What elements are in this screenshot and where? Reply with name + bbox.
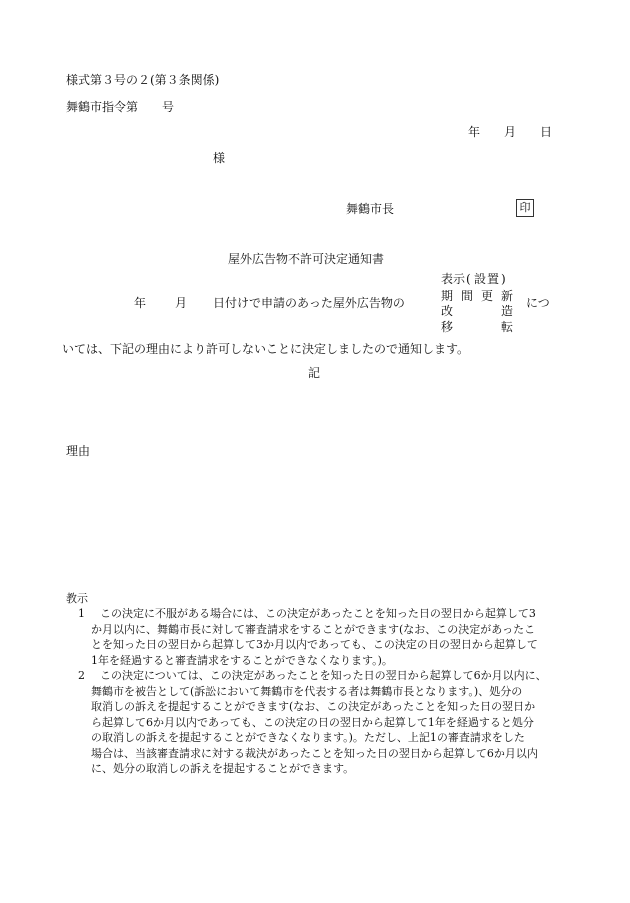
grid-char: 表 [441, 272, 454, 286]
grid-char: 期 [441, 289, 454, 303]
recipient-suffix: 様 [213, 151, 226, 165]
instruction-line: に、処分の取消しの訴えを提起することができます。 [91, 762, 355, 775]
grid-char: 設 [474, 272, 487, 286]
instruction-line: 場合は、当該審査請求に対する裁決があったことを知った日の翌日から起算して6か月以内 [91, 746, 538, 760]
instruction-line: 1年を経過すると審査請求をすることができなくなります。)。 [91, 653, 393, 667]
instruction-line: この決定については、この決定があったことを知った日の翌日から起算して6か月以内に、 [100, 669, 547, 682]
instruction-line: この決定に不服がある場合には、この決定があったことを知った日の翌日から起算して3 [100, 607, 536, 620]
directive-number: 舞鶴市指令第 号 [66, 100, 175, 114]
document-title: 屋外広告物不許可決定通知書 [228, 252, 385, 266]
ki-marker: 記 [308, 366, 321, 380]
instruction-line: の取消しの訴えを提起することができなくなります。)。ただし、上記1の審査請求をした [91, 731, 525, 744]
body-suffix: につ [526, 296, 550, 310]
issue-date: 年 月 日 [468, 125, 553, 139]
grid-char: 造 [501, 304, 514, 318]
grid-char: 新 [501, 289, 514, 303]
form-number: 様式第３号の２(第３条関係) [66, 73, 220, 87]
instruction-line: か月以内に、舞鶴市長に対して審査請求をすることができます(なお、この決定があったこ [91, 622, 536, 636]
issuer-name: 舞鶴市長 [346, 202, 395, 216]
body-line-2: いては、下記の理由により許可しないことに決定しましたので通知します。 [62, 342, 470, 356]
grid-char: 転 [501, 320, 514, 334]
instruction-item-1-number: 1 [78, 607, 85, 620]
grid-char: 間 [461, 289, 474, 303]
body-month: 月 [175, 296, 188, 310]
instruction-line: 舞鶴市を被告として(訴訟において舞鶴市を代表する者は舞鶴市長となります。)、処分の [91, 684, 523, 698]
instruction-item-1 [91, 606, 538, 668]
instruction-heading: 教示 [66, 592, 88, 605]
instruction-item-2 [91, 668, 547, 777]
instruction-item-2-number: 2 [78, 669, 85, 682]
reason-label: 理由 [66, 444, 91, 458]
grid-char: ) [501, 272, 506, 286]
grid-char: ( [466, 272, 471, 286]
grid-char: 置 [487, 272, 500, 286]
seal-mark: 印 [516, 199, 534, 217]
grid-char: 示 [453, 272, 466, 286]
instruction-line: とを知った日の翌日から起算して3か月以内であっても、この決定の日の翌日から起算して [91, 638, 538, 651]
grid-char: 改 [441, 304, 454, 318]
body-applied-text: 日付けで申請のあった屋外広告物の [213, 296, 405, 310]
instruction-line: ら起算して6か月以内であっても、この決定の日の翌日から起算して1年を経過すると処分 [91, 715, 534, 729]
instruction-line: 取消しの訴えを提起することができます(なお、この決定があったことを知った日の翌日か [91, 700, 536, 713]
grid-char: 移 [441, 320, 454, 334]
body-year: 年 [134, 296, 147, 310]
grid-char: 更 [481, 289, 494, 303]
